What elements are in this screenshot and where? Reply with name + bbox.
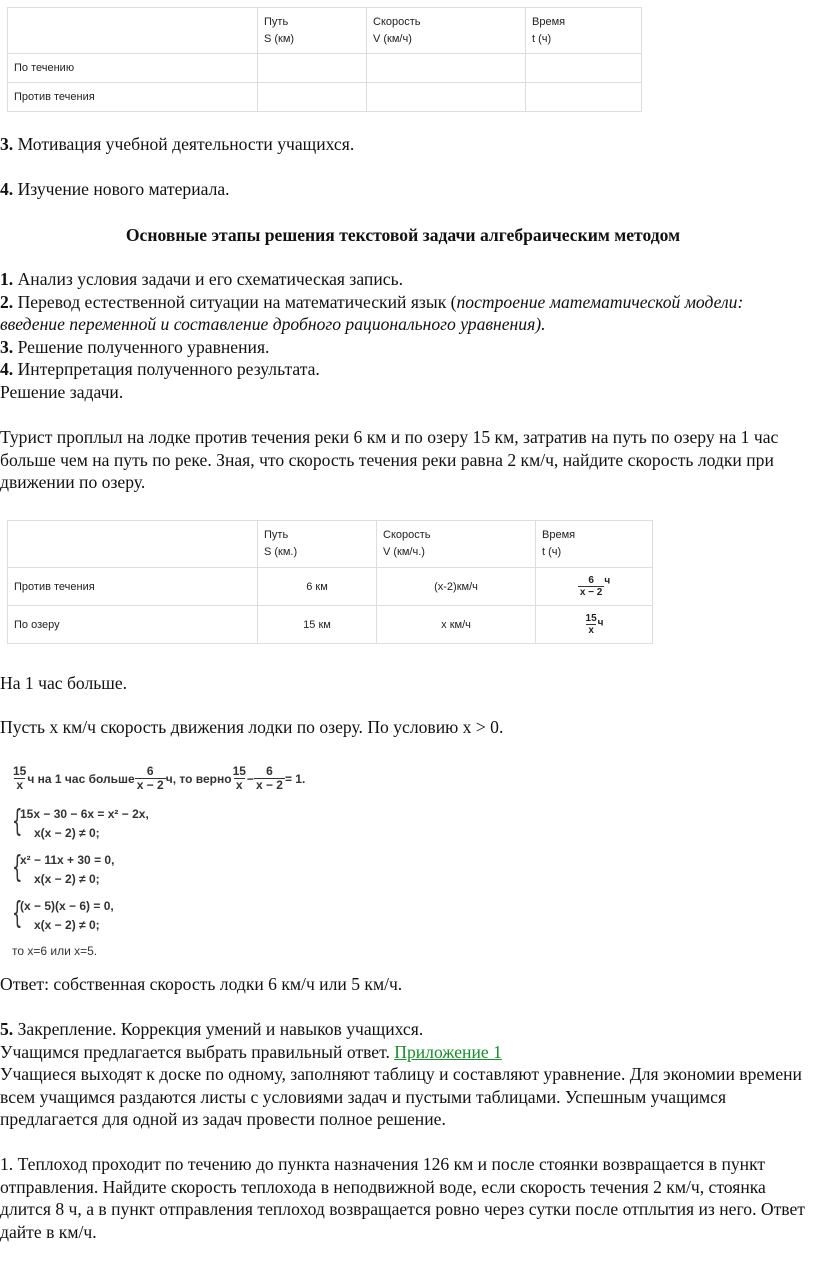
stage-4: 4. Интерпретация полученного результата. (0, 359, 320, 380)
brace-icon: { (12, 804, 23, 839)
problem-text: Турист проплыл на лодке против течения реки 6 км и по озеру 15 км, затратив на путь по озеру на 1 час больше чем на путь по реке. Зная, что скорость течения реки равна 2 км/ч, найдите скорость лодки при движении по озеру. (0, 427, 779, 493)
table-header-cell: Время t (ч) (526, 8, 642, 54)
time-cell: $\frac{6}{x - 2}$ ч (536, 568, 653, 606)
table-header-row (8, 8, 642, 54)
table-header-cell: Время t (ч) (536, 521, 653, 568)
table-header-cell (8, 8, 258, 54)
table-header-cell: Путь S (км.) (258, 521, 377, 568)
section-5-block (0, 1018, 806, 1131)
equation-line: $\frac{15}{x}$ ч на 1 час больше $\frac{6}{x - 2}$ ч, то верно $\frac{15}{x}$ − $\frac{6}{x - 2}$ = 1. (13, 764, 306, 793)
math-result: то х=6 или х=5. (12, 944, 98, 958)
more-hour-text: На 1 час больше. (0, 673, 128, 693)
table-row (8, 568, 653, 606)
table-header-cell: Скорость V (км/ч.) (377, 521, 536, 568)
task-1-text: 1. Теплоход проходит по течению до пункта назначения 126 км и после стоянки возвращается в пункт отправления. Найдите скорость теплохода в неподвижной воде, если скорость течения 2 км/ч, стоянка длится 8 ч, а в пункт отправления теплоход возвращается ровно через сутки после отплытия из него. Ответ дайте в км/ч. (0, 1154, 805, 1242)
time-cell: $\frac{15}{x}$ ч (536, 606, 653, 644)
offer-line: Учащимся предлагается выбрать правильный ответ. Приложение 1 (0, 1041, 502, 1062)
table-header-row (8, 521, 653, 568)
system-3: { (x − 5)(x − 6) = 0, x(x − 2) ≠ 0; (12, 896, 114, 932)
table-row (8, 83, 642, 112)
speed-cell: х км/ч (377, 606, 536, 644)
answer-text: Ответ: собственная скорость лодки 6 км/ч или 5 км/ч. (0, 974, 403, 994)
brace-icon: { (12, 896, 23, 931)
path-cell: 15 км (258, 606, 377, 644)
time-fraction: $\frac{15}{x}$ (585, 613, 597, 636)
row-label: Против течения (8, 568, 258, 606)
table-header-cell: Путь S (км) (258, 8, 367, 54)
row-label: Против течения (8, 83, 258, 112)
section-4: 4. Изучение нового материала. (0, 179, 230, 199)
row-label: По течению (8, 54, 258, 83)
appendix-1-link[interactable]: Приложение 1 (394, 1041, 502, 1062)
stage-2: 2. Перевод естественной ситуации на математический язык (построение математической модели: введение переменной и составление дробного рационального уравнения). (0, 291, 744, 335)
row-label: По озеру (8, 606, 258, 644)
fraction: $\frac{15}{x}$ (13, 764, 27, 793)
brace-icon: { (12, 850, 23, 885)
stage-3: 3. Решение полученного уравнения. (0, 336, 270, 357)
table-header-cell (8, 521, 258, 568)
table-header-cell: Скорость V (км/ч) (367, 8, 526, 54)
fraction: $\frac{15}{x}$ (232, 764, 246, 793)
stages-heading: Основные этапы решения текстовой задачи алгебраическим методом (125, 225, 681, 245)
let-text: Пусть х км/ч скорость движения лодки по озеру. По условию х > 0. (0, 717, 504, 737)
system-1: { 15x − 30 − 6x = x² − 2x, x(x − 2) ≠ 0; (12, 804, 149, 840)
students-text: Учащиеся выходят к доске по одному, заполняют таблицу и составляют уравнение. Для экономии времени всем учащимся раздаются листы с условиями задач и пустыми таблицами. Успешным учащимся предлагается для одной из задач провести полное решение. (0, 1064, 802, 1130)
section-3: 3. Мотивация учебной деятельности учащихся. (0, 134, 355, 154)
motion-table-filled (7, 520, 653, 644)
table-row (8, 54, 642, 83)
stages-list (0, 268, 806, 404)
table-row (8, 606, 653, 644)
path-cell: 6 км (258, 568, 377, 606)
fraction: $\frac{6}{x - 2}$ (136, 764, 164, 793)
section-5: 5. Закрепление. Коррекция умений и навыков учащихся. (0, 1019, 424, 1039)
fraction: $\frac{6}{x - 2}$ (255, 764, 283, 793)
solution-label: Решение задачи. (0, 381, 124, 402)
system-2: { x² − 11x + 30 = 0, x(x − 2) ≠ 0; (12, 850, 115, 886)
stage-1: 1. Анализ условия задачи и его схематическая запись. (0, 269, 403, 289)
time-fraction: $\frac{6}{x - 2}$ (579, 575, 603, 598)
motion-table-empty (7, 7, 642, 112)
speed-cell: (х-2)км/ч (377, 568, 536, 606)
